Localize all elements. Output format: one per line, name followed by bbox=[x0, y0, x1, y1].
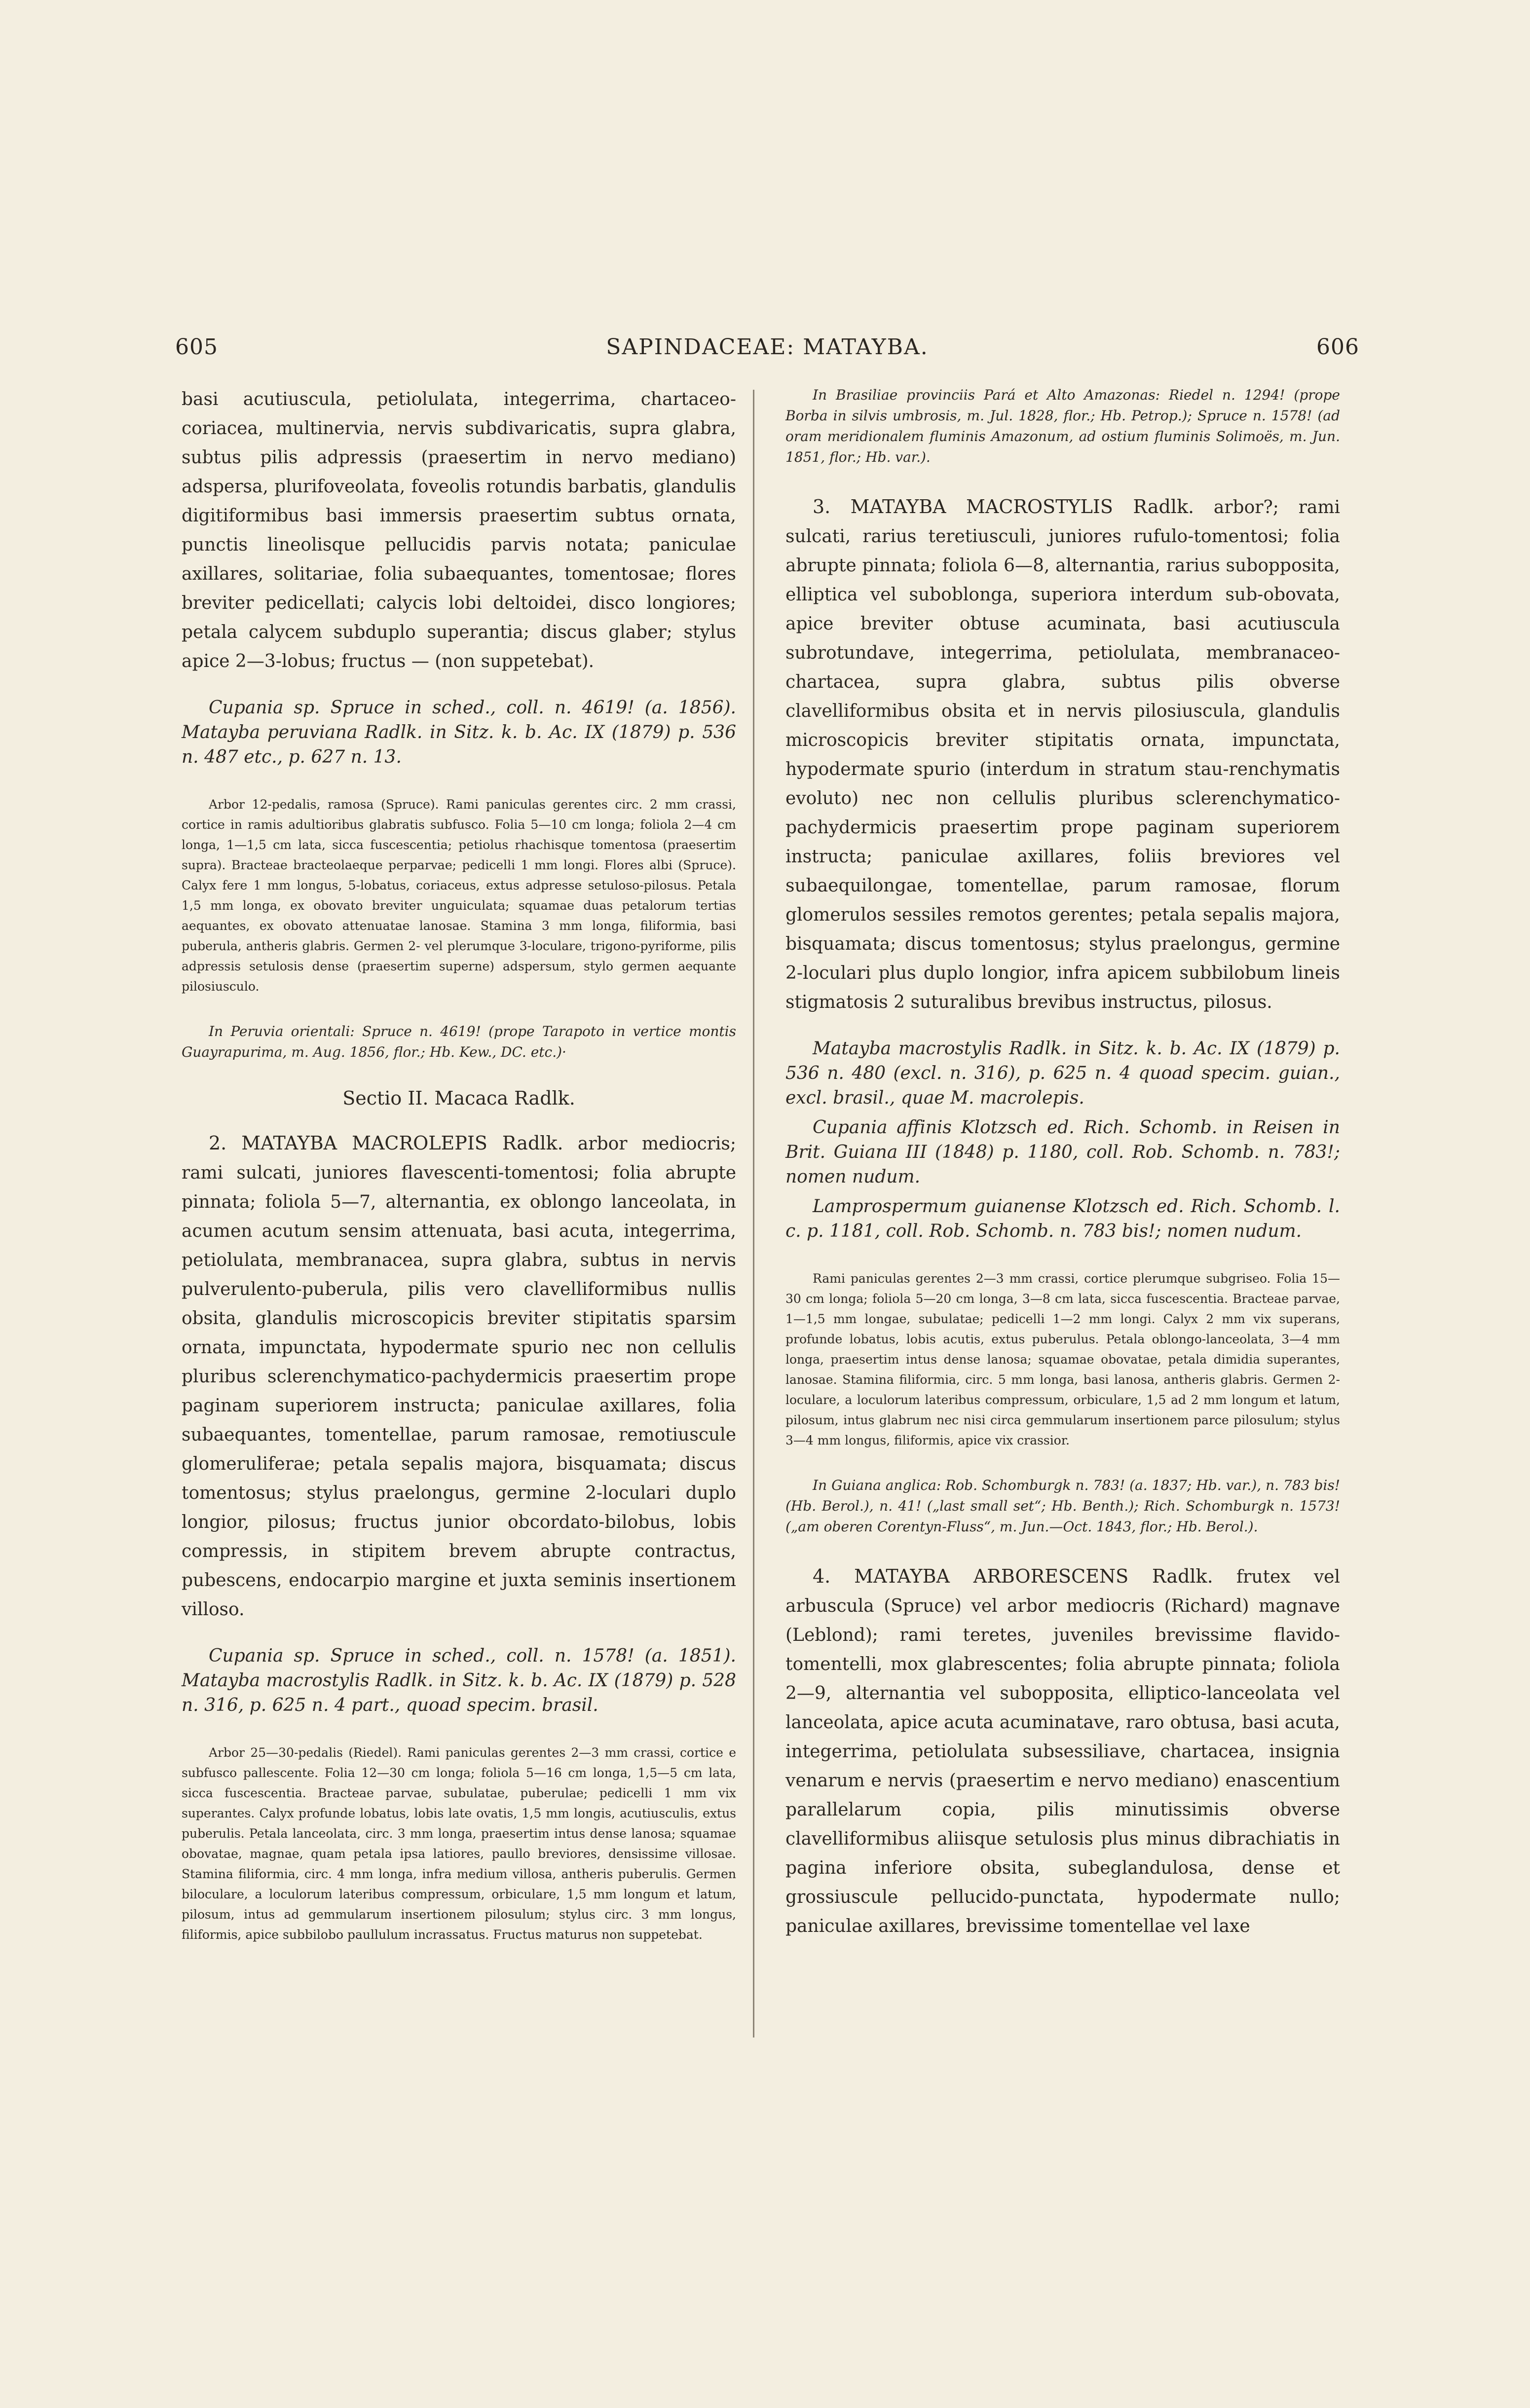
detail-paragraph: Arbor 12-pedalis, ramosa (Spruce). Rami paniculas gerentes circ. 2 mm crassi, cortice in ramis adultioribus glabratis subfusco. Folia 5—10 cm longa; foliola 2—4 cm longa, 1—1,5 cm lata, sicca fuscescentia; petiolus rhachisque tomentosa (praesertim supra). Bracteae bracteolaeque perparvae; pedicelli 1 mm longi. Flores albi (Spruce). Calyx fere 1 mm longus, 5-lobatus, coriaceus, extus adpresse setuloso-pilosus. Petala 1,5 mm longa, ex obovato breviter unguiculata; squamae duas petalorum tertias aequantes, ex obovato attenuatae lanosae. Stamina 3 mm longa, filiformia, basi puberula, antheris glabris. Germen 2- vel plerumque 3-loculare, trigono-pyriforme, pilis adpressis setulosis dense (praesertim superne) adspersum, stylo germen aequante pilosiusculo. bbox=[182, 797, 736, 994]
species-paragraph bbox=[182, 1129, 736, 1624]
detail-paragraph: Rami paniculas gerentes 2—3 mm crassi, cortice plerumque subgriseo. Folia 15—30 cm longa; foliola 5—20 cm longa, 3—8 cm lata, sicca fuscescentia. Bracteae parvae, 1—1,5 mm longae, subulatae; pedicelli 1—2 mm longi. Calyx 2 mm vix superans, profunde lobatus, lobis acutis, extus puberulus. Petala oblongo-lanceolata, 3—4 mm longa, praesertim intus dense lanosa; squamae obovatae, petala dimidia superantes, lanosae. Stamina filiformia, circ. 5 mm longa, basi lanosa, antheris glabris. Germen 2-loculare, a loculorum lateribus compressum, orbiculare, 1,5 ad 2 mm longum et latum, pilosum, intus glabrum nec nisi circa gemmularum insertionem parce pilosulum; stylus 3—4 mm longus, filiformis, apice vix crassior. bbox=[785, 1271, 1340, 1447]
species-text: arbor?; rami sulcati, rarius teretiusculi, juniores rufulo-tomentosi; folia abrupte pinnata; foliola 6—8, alternantia, rarius subopposita, elliptica vel suboblonga, superiora interdum sub-obovata, apice breviter obtuse acuminata, basi acutiuscula subrotundave, integerrima, petiolulata, membranaceo-chartacea, supra glabra, subtus pilis obverse clavelliformibus obsita et in nervis pilosiuscula, glandulis microscopicis breviter stipitatis ornata, impunctata, hypodermate spurio (interdum in stratum stau-renchymatis evoluto) nec non cellulis pluribus sclerenchymatico-pachydermicis praesertim prope paginam superiorem instructa; paniculae axillares, foliis breviores vel subaequilongae, tomentellae, parum ramosae, florum glomerulos sessiles remotos gerentes; petala sepalis majora, bisquamata; discus tomentosus; stylus praelongus, germine 2-loculari plus duplo longior, infra apicem subbilobum lineis stigmatosis 2 suturalibus brevibus instructus, pilosus. bbox=[785, 497, 1341, 1012]
column-divider bbox=[753, 390, 754, 2038]
citation-block: Cupania sp. Spruce in sched., coll. n. 1578! (a. 1851). Matayba macrostylis Radlk. in Sitz. k. b. Ac. IX (1879) p. 528 n. 316, p. 625 n. 4 part., quoad specim. brasil. bbox=[182, 1646, 736, 1715]
detail-paragraph: Arbor 25—30-pedalis (Riedel). Rami paniculas gerentes 2—3 mm crassi, cortice e subfusco pallescente. Folia 12—30 cm longa; foliola 5—16 cm longa, 1,5—5 cm lata, sicca fuscescentia. Bracteae parvae, subulatae, puberulae; pedicelli 1 mm vix superantes. Calyx profunde lobatus, lobis late ovatis, 1,5 mm longis, acutiusculis, extus puberulis. Petala lanceolata, circ. 3 mm longa, praesertim intus dense lanosa; squamae obovatae, magnae, quam petala ipsa latiores, paullo breviores, densissime villosae. Stamina filiformia, circ. 4 mm longa, infra medium villosa, antheris puberulis. Germen biloculare, a loculorum lateribus compressum, orbiculare, 1,5 mm longum et latum, pilosum, intus ad gemmularum insertionem pilosulum; stylus circ. 3 mm longus, filiformis, apice subbilobo paullulum incrassatus. Fructus maturus non suppetebat. bbox=[182, 1745, 736, 1942]
citation-block: Cupania sp. Spruce in sched., coll. n. 4619! (a. 1856). Matayba peruviana Radlk. in Sitz. k. b. Ac. IX (1879) p. 536 n. 487 etc., p. 627 n. 13. bbox=[182, 698, 736, 767]
citation-block: Cupania affinis Klotzsch ed. Rich. Schomb. in Reisen in Brit. Guiana III (1848) p. 1180, coll. Rob. Schomb. n. 783!; nomen nudum. bbox=[785, 1117, 1340, 1187]
species-text: frutex vel arbuscula (Spruce) vel arbor mediocris (Richard) magnave (Leblond); rami teretes, juveniles brevissime flavido-tomentelli, mox glabrescentes; folia abrupte pinnata; foliola 2—9, alternantia vel subopposita, elliptico-lanceolata vel lanceolata, apice acuta acuminatave, raro obtusa, basi acuta, integerrima, petiolulata subsessiliave, chartacea, insignia venarum e nervis (praesertim e nervo mediano) enascentium parallelarum copia, pilis minutissimis obverse clavelliformibus aliisque setulosis plus minus dibrachiatis in pagina inferiore obsita, subeglandulosa, dense et grossiuscule pellucido-punctata, hypodermate nullo; paniculae axillares, brevissime tomentellae vel laxe bbox=[785, 1567, 1340, 1936]
right-column bbox=[785, 385, 1340, 1961]
species-paragraph bbox=[785, 492, 1340, 1017]
running-title: SAPINDACEAE: MATAYBA. bbox=[606, 334, 929, 360]
species-paragraph bbox=[785, 1562, 1340, 1941]
left-column bbox=[182, 385, 736, 1969]
citation-block: Matayba macrostylis Radlk. in Sitz. k. b. Ac. IX (1879) p. 536 n. 480 (excl. n. 316), p. 625 n. 4 quoad specim. guian., excl. brasil., quae M. macrolepis. bbox=[785, 1038, 1340, 1108]
species-text: arbor mediocris; rami sulcati, juniores flavescenti-tomentosi; folia abrupte pinnata; foliola 5—7, alternantia, ex oblongo lanceolata, in acumen acutum sensim attenuata, basi acuta, integerrima, petiolulata, membranacea, supra glabra, subtus in nervis pulverulento-puberula, pilis vero clavelliformibus nullis obsita, glandulis microscopicis breviter stipitatis sparsim ornata, impunctata, hypodermate spurio nec non cellulis pluribus sclerenchymatico-pachydermicis praesertim prope paginam superiorem instructa; paniculae axillares, folia subaequantes, tomentellae, parum ramosae, remotiuscule glomeruliferae; petala sepalis majora, bisquamata; discus tomentosus; stylus praelongus, germine 2-loculari duplo longior, pilosus; fructus junior obcordato-bilobus, lobis compressis, in stipitem brevem abrupte contractus, pubescens, endocarpio margine et juxta seminis insertionem villoso. bbox=[182, 1134, 736, 1620]
species-heading: 3. MATAYBA MACROSTYLIS Radlk. bbox=[813, 496, 1194, 518]
locality-note: In Peruvia orientali: Spruce n. 4619! (prope Tarapoto in vertice montis Guayrapurima, m. Aug. 1856, flor.; Hb. Kew., DC. etc.)· bbox=[182, 1023, 736, 1060]
description-paragraph: basi acutiuscula, petiolulata, integerrima, chartaceo-coriacea, multinervia, nervis subdivaricatis, supra glabra, subtus pilis adpressis (praesertim in nervo mediano) adspersa, plurifoveolata, foveolis rotundis barbatis, glandulis digitiformibus basi immersis praesertim subtus ornata, punctis lineolisque pellucidis parvis notata; paniculae axillares, solitariae, folia subaequantes, tomentosae; flores breviter pedicellati; calycis lobi deltoidei, disco longiores; petala calycem subduplo superantia; discus glaber; stylus apice 2—3-lobus; fructus — (non suppetebat). bbox=[182, 389, 736, 671]
page-number-left: 605 bbox=[175, 334, 218, 360]
locality-note: In Guiana anglica: Rob. Schomburgk n. 783! (a. 1837; Hb. var.), n. 783 bis! (Hb. Berol.), n. 41! („last small set“; Hb. Benth.); Rich. Schomburgk n. 1573! („am oberen Corentyn-Fluss“, m. Jun.—Oct. 1843, flor.; Hb. Berol.). bbox=[785, 1477, 1340, 1535]
species-heading: 2. MATAYBA MACROLEPIS Radlk. bbox=[209, 1132, 563, 1154]
section-heading: Sectio II. Macaca Radlk. bbox=[342, 1087, 575, 1109]
species-heading: 4. MATAYBA ARBORESCENS Radlk. bbox=[813, 1565, 1213, 1587]
locality-note: In Brasiliae provinciis Pará et Alto Amazonas: Riedel n. 1294! (prope Borba in silvis umbrosis, m. Jul. 1828, flor.; Hb. Petrop.); Spruce n. 1578! (ad oram meridionalem fluminis Amazonum, ad ostium fluminis Solimoës, m. Jun. 1851, flor.; Hb. var.). bbox=[785, 387, 1340, 465]
citation-block: Lamprospermum guianense Klotzsch ed. Rich. Schomb. l. c. p. 1181, coll. Rob. Schomb. n. 783 bis!; nomen nudum. bbox=[785, 1196, 1340, 1241]
page-number-right: 606 bbox=[1316, 334, 1359, 360]
page-header bbox=[175, 334, 1359, 369]
